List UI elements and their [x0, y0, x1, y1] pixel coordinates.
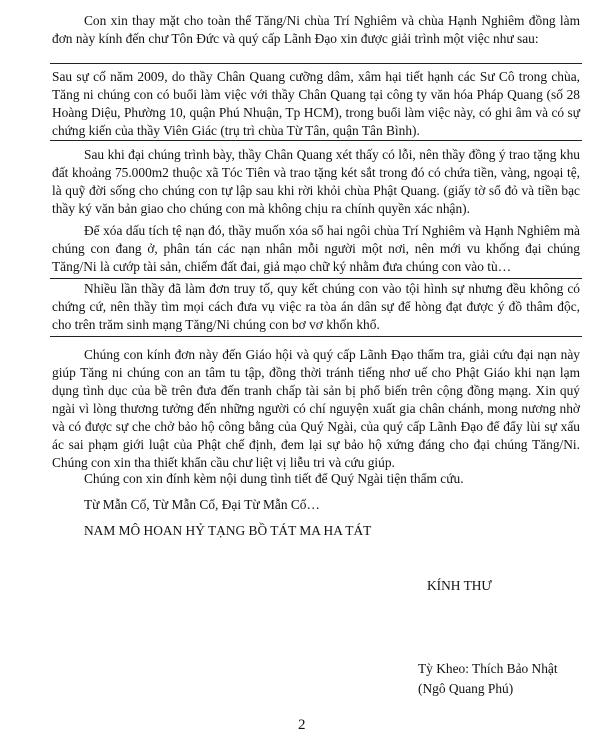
box-top-rule — [50, 63, 582, 64]
box-bottom-rule — [50, 140, 582, 141]
paragraph-incident: Sau sự cố năm 2009, do thầy Chân Quang cưỡng dâm, xâm hại tiết hạnh các Sư Cô trong chùa, Tăng ni chúng con có buổi làm việc với thầy Chân Quang tại công ty văn hóa Pháp Quang (số 28 Hoàng Diệu, Phường 10, quận Phú Nhuận, Tp HCM), trong buổi làm việc này, có ghi âm và có sự chứng kiến của thầy Viên Giác (trụ trì chùa Từ Tân, quận Tân Bình). — [52, 69, 580, 138]
intro-paragraph: Con xin thay mặt cho toàn thể Tăng/Ni chùa Trí Nghiêm và chùa Hạnh Nghiêm đồng làm đơn này kính đến chư Tôn Đức và quý cấp Lãnh Đạo xin được giải trình một việc như sau: — [52, 13, 580, 46]
page-number: 2 — [298, 717, 306, 733]
paragraph-petition: Chúng con kính đơn này đến Giáo hội và quý cấp Lãnh Đạo thẩm tra, giải cứu đại nạn này giúp Tăng ni chúng con an tâm tu tập, đồng thời tránh tiếng nhơ uế cho Phật Giáo khi nạn lạm dụng tình dục của bề trên đưa đến tranh chấp tài sản bị phổ biến trên cộng đồng mạng. Xin quý ngài vì lòng thương tưởng đến những người có chí nguyện xuất gia chân chánh, mong nương nhờ và có được sự che chở bảo hộ công bằng của Quý Ngài, của quý cấp Lãnh Đạo để đẩy lùi sự xấu ác sai phạm giới luật của Phật chế định, đem lại sự bảo hộ xứng đáng cho đại chúng Tăng/Ni. Chúng con xin tha thiết khẩn cầu chư liệt vị liễu tri và cứu giúp. — [52, 347, 580, 470]
invocation-line-2: NAM MÔ HOAN HỶ TẠNG BỒ TÁT MA HA TÁT — [84, 523, 372, 538]
signoff: KÍNH THƯ — [427, 578, 492, 593]
box2-bottom-rule — [50, 336, 582, 337]
paragraph-agreement: Sau khi đại chúng trình bày, thầy Chân Quang xét thấy có lỗi, nên thầy đồng ý trao tặng khu đất khoảng 75.000m2 thuộc xã Tóc Tiên và trao tặng két sắt trong đó có chứa tiền, vàng, ngoại tệ, là quỹ đời sống cho chúng con tự lập sau khi rời khỏi chùa Phật Quang. (giấy tờ sổ đỏ và tiền bạc thầy ký văn bản giao cho chúng con mà không chịu ra chính quyền xác nhận). — [52, 147, 580, 216]
signer-name: (Ngô Quang Phú) — [418, 681, 514, 696]
box2-top-rule — [50, 278, 582, 279]
attachment-note: Chúng con xin đính kèm nội dung tình tiết để Quý Ngài tiện thẩm cứu. — [84, 471, 464, 486]
signer-title: Tỳ Kheo: Thích Bảo Nhật — [418, 661, 558, 676]
paragraph-slander: Để xóa dấu tích tệ nạn đó, thầy muốn xóa sổ hai ngôi chùa Trí Nghiêm và Hạnh Nghiêm mà chúng con đang ở, phân tán các nạn nhân mỗi người một nơi, nên mới vu khống đại chúng Tăng/Ni là cướp tài sản, chiếm đất đai, giả mạo chữ ký nhằm đưa chúng con vào tù… — [52, 223, 580, 274]
paragraph-prosecution: Nhiều lần thầy đã làm đơn truy tố, quy kết chúng con vào tội hình sự nhưng đều không có chứng cứ, nên thầy tìm mọi cách đưa vụ việc ra tòa án dân sự để hòng đạt được ý đồ thâm độc, cho trên trăm sinh mạng Tăng/Ni chúng con bơ vơ khốn khổ. — [52, 281, 580, 332]
invocation-line-1: Từ Mẫn Cố, Từ Mẫn Cố, Đại Từ Mẫn Cố… — [84, 497, 320, 512]
